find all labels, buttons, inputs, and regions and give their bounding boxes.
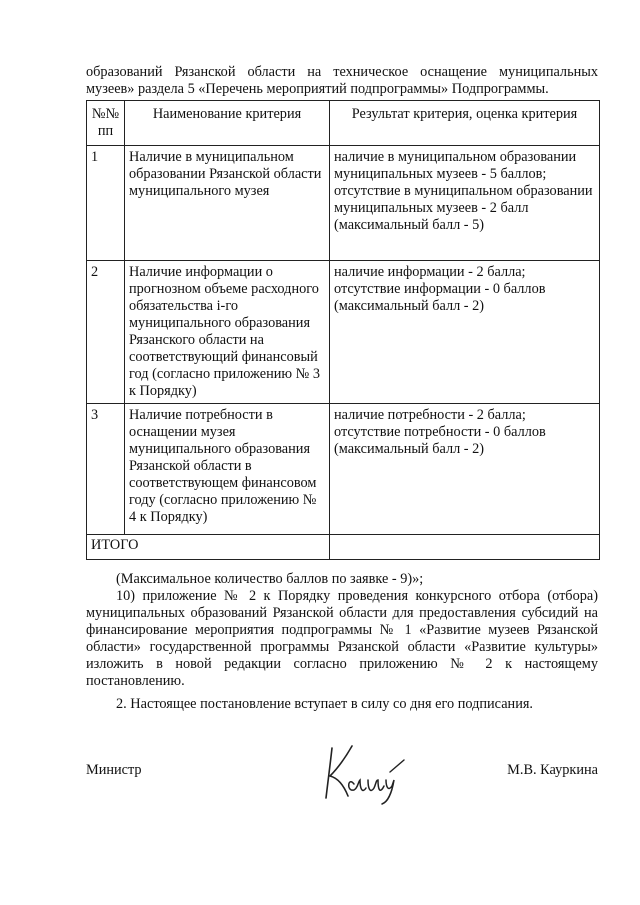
row-criterion: Наличие информации о прогнозном объеме расходного обязательства i-го муниципального образования Рязанского области на соответствующий финансовый год (согласно приложению № 3 к Порядку)	[125, 261, 330, 404]
criteria-table	[86, 100, 600, 560]
row-num: 1	[87, 146, 125, 261]
signature-block	[86, 762, 598, 822]
row-result: наличие информации - 2 балла; отсутствие информации - 0 баллов (максимальный балл - 2)	[330, 261, 600, 404]
header-result: Результат критерия, оценка критерия	[330, 101, 600, 146]
row-result: наличие потребности - 2 балла; отсутствие потребности - 0 баллов (максимальный балл - 2)	[330, 404, 600, 535]
table-header-row	[87, 101, 600, 146]
signer-title: Министр	[86, 762, 142, 778]
handwritten-signature-icon	[318, 736, 408, 806]
total-value	[330, 535, 600, 560]
item-2-paragraph: 2. Настоящее постановление вступает в силу со дня его подписания.	[116, 696, 533, 712]
item-10-paragraph: 10) приложение № 2 к Порядку проведения конкурсного отбора (отбора) муниципальных образований Рязанской области для предоставления субсидий на финансирование мероприятия подпрограммы № 1 «Развитие музеев Рязанской области» государственной программы Рязанской области «Развитие культуры» изложить в новой редакции согласно приложению № 2 к настоящему постановлению.	[86, 588, 598, 689]
table-row	[87, 261, 600, 404]
header-num: №№ пп	[87, 101, 125, 146]
max-score-note: (Максимальное количество баллов по заявке - 9)»;	[116, 571, 424, 587]
row-criterion: Наличие в муниципальном образовании Рязанской области муниципального музея	[125, 146, 330, 261]
intro-paragraph	[86, 64, 598, 98]
row-criterion: Наличие потребности в оснащении музея муниципального образования Рязанской области в соответствующем финансовом году (согласно приложению № 4 к Порядку)	[125, 404, 330, 535]
table-total-row	[87, 535, 600, 560]
total-label: ИТОГО	[87, 535, 330, 560]
row-num: 2	[87, 261, 125, 404]
table-row	[87, 404, 600, 535]
row-num: 3	[87, 404, 125, 535]
header-name: Наименование критерия	[125, 101, 330, 146]
row-result: наличие в муниципальном образовании муниципальных музеев - 5 баллов; отсутствие в муниципальном образовании муниципальных музеев - 2 балл (максимальный балл - 5)	[330, 146, 600, 261]
table-row	[87, 146, 600, 261]
body-text	[86, 571, 598, 713]
intro-text: образований Рязанской области на техническое оснащение муниципальных музеев» раздела 5 «Перечень мероприятий подпрограммы» Подпрограммы.	[86, 64, 598, 97]
signer-name: М.В. Кауркина	[507, 762, 598, 778]
